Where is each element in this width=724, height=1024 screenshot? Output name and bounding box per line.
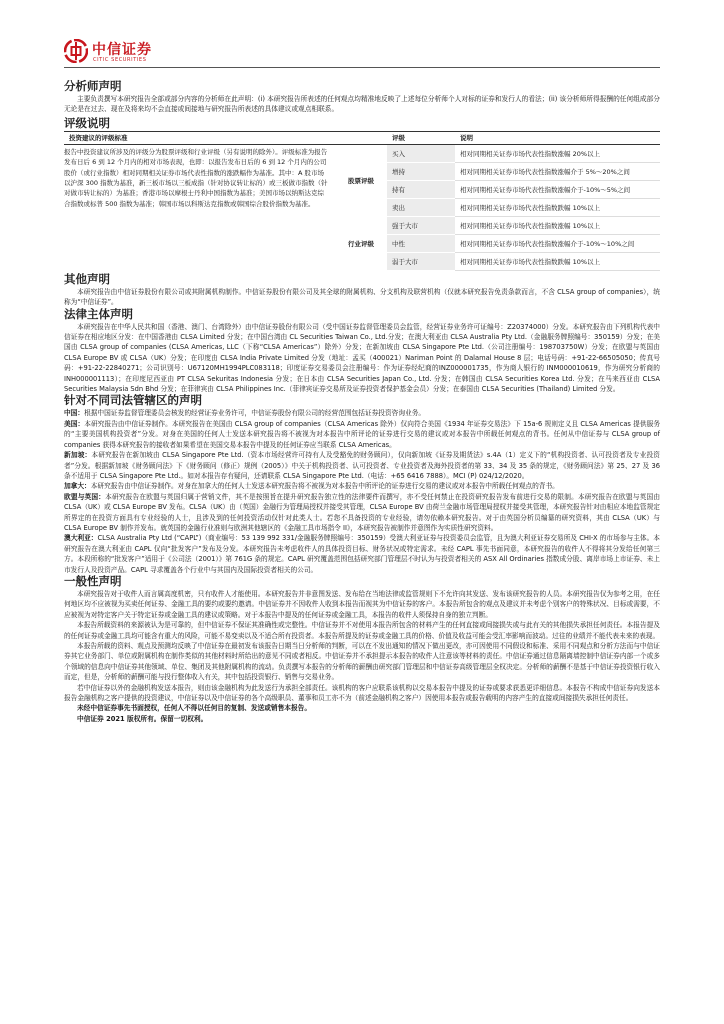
logo-text-en: CITIC SECURITIES <box>93 57 147 63</box>
legal-text: 本研究报告在中华人民共和国（香港、澳门、台湾除外）由中信证券股份有限公司（受中国证券监督管理委员会监管，经营证券业务许可证编号：Z20374000）分发。本研究报告由下列机构代表中信证券在相应地区分发：在中国香港由 CLSA Limited 分发；在中国台湾由 CL Securities Taiwan Co., Ltd.分发；在澳大利亚由 CLSA Australia Pty Ltd.（金融服务牌照编号：350159）分发；在美国由 CLSA group of companies (CLSA Americas, LLC（下称“CLSA Americas”）除外）分发；在新加坡由 CLSA Singapore Pte Ltd.（公司注册编号：198703750W）分发；在欧盟与英国由 CLSA Europe BV 或 CLSA（UK）分发；在印度由 CLSA India Private Limited 分发（地址：孟买（400021）Nariman Point 的 Dalamal House 8 层；电话号码：+91-22-66505050；传真号码：+91-22-22840271；公司识别号：U67120MH1994PLC083118；印度证券交易委员会注册编号：作为证券经纪商的INZ000001735，作为商人银行的 INM000010619，作为研究分析商的 INH000001113）；在印度尼西亚由 PT CLSA Sekuritas Indonesia 分发；在日本由 CLSA Securities Japan Co., Ltd. 分发；在韩国由 CLSA Securities Korea Ltd. 分发；在马来西亚由 CLSA Securities Malaysia Sdn Bhd 分发；在菲律宾由 CLSA Philippines Inc.（菲律宾证券交易所及证券投资者保护基金会员）分发；在泰国由 CLSA Securities (Thailand) Limited 分发。 <box>64 322 660 394</box>
rating-desc: 相对同期相关证券市场代表性指数涨幅介于-10%～5%之间 <box>455 180 660 198</box>
copyright-notice: 中信证券 2021 版权所有。保留一切权利。 <box>77 714 208 723</box>
page-header <box>64 38 660 68</box>
analyst-text: 主要负责撰写本研究报告全部或部分内容的分析师在此声明：(i) 本研究报告所表述的任何观点均精准地反映了上述每位分析师个人对标的证券和发行人的看法；(ii) 该分析师所得报酬的任何组成部分无论是在过去、现在及将来均不会直接或间接地与研究报告所表述的具体建议或观点相联系。 <box>64 95 660 114</box>
jurisdiction-australia: 澳大利亚：CLSA Australia Pty Ltd (“CAPL”)（商业编号：53 139 992 331/金融服务牌照编号：350159）受澳大利亚证券与投资委员会监管，且为澳大利亚证券交易所及 CHI-X 的市场参与主体。本研究报告在澳大利亚由 CAPL 仅向“批发客户”发布及分发。本研究报告未考虑收件人的具体投资目标、财务状况或特定需求。未经 CAPL 事先书面同意，本研究报告的收件人不得将其分发给任何第三方。本段所称的“批发客户”适用于《公司法（2001）》第 761G 条的规定。CAPL 研究覆盖范围包括研究部门管理层不时认为与投资者相关的 ASX All Ordinaries 指数成分股、离岸市场上市证券、未上市发行人及投资产品。CAPL 寻求覆盖各个行业中与其国内及国际投资者相关的公司。 <box>64 534 660 574</box>
rating-table-header <box>64 131 660 144</box>
general-para-2: 本报告所载资料的来源被认为是可靠的，但中信证券不保证其准确性或完整性。中信证券并不对使用本报告所包含的材料产生的任何直接或间接损失或与此有关的其他损失承担任何责任。本报告提及的任何证券或金融工具均可能含有重大的风险，可能不易变卖以及不适合所有投资者。本报告所提及的证券或金融工具的价格、价值及收益可能会受汇率影响而波动。过往的业绩并不能代表未来的表现。 <box>64 621 660 640</box>
rating-desc: 相对同期相关证券市场代表性指数涨幅 20%以上 <box>455 144 660 162</box>
col-rating: 评级 <box>387 131 455 144</box>
jurisdiction-canada: 加拿大：本研究报告由中信证券制作。对身在加拿大的任何人士发送本研究报告将不被视为对本报告中所评论的证券进行交易的建议或对本报告中所载任何观点的背书。 <box>64 482 559 491</box>
rating-name: 弱于大市 <box>387 252 455 270</box>
header-divider <box>64 67 660 68</box>
analyst-title: 分析师声明 <box>64 79 122 93</box>
rating-name: 增持 <box>387 162 455 180</box>
copy-restriction-notice: 未经中信证券事先书面授权，任何人不得以任何目的复制、发送或销售本报告。 <box>77 704 312 713</box>
table-row <box>64 144 660 162</box>
jurisdiction-eu-uk: 欧盟与英国：本研究报告在欧盟与英国归属于营销文件，其不是按照旨在提升研究报告独立性的法律要件而撰写，亦不受任何禁止在投资研究报告发布前进行交易的限制。本研究报告在欧盟与英国由 CLSA（UK）或 CLSA Europe BV 发布。CLSA（UK）由（英国）金融行为管理局授权并接受其管理，CLSA Europe BV 由荷兰金融市场管理局授权并接受其管理，本研究报告针对由相应本地监管规定所界定的在投资方面具有专业经验的人士，且涉及到的任何投资活动仅针对此类人士。若您不具备投资的专业经验，请勿依赖本研究报告。对于由英国分析员编纂的研究资料，其由 CLSA（UK）与 CLSA Europe BV 制作并发布。就英国的金融行业准则与欧洲其他辖区的《金融工具市场指令 II》，本研究报告被制作并意图作为实质性研究资料。 <box>64 492 661 532</box>
rating-name: 强于大市 <box>387 216 455 234</box>
rating-desc: 相对同期相关证券市场代表性指数跌幅 10%以上 <box>455 252 660 270</box>
citic-logo-icon <box>64 39 88 63</box>
jurisdiction-title: 针对不同司法管辖区的声明 <box>64 393 202 408</box>
jurisdiction-usa: 美国：本研究报告由中信证券制作。本研究报告在美国由 CLSA group of companies（CLSA Americas 除外）仅向符合美国《1934 年证券交易法》下 15a-6 规则定义且 CLSA Americas 提供服务的“主要美国机构投资者”分发。对身在美国的任何人士发送本研究报告将不被视为对本报告中所评论的证券进行交易的建议或对本报告中所载任何观点的背书。任何从中信证券与 CLSA group of companies 获得本研究报告的接收者如果希望在美国交易本报告中提及的任何证券应当联系 CLSA Americas。 <box>64 419 661 449</box>
rating-name: 卖出 <box>387 198 455 216</box>
disclaimer-content <box>64 80 660 724</box>
rating-name: 中性 <box>387 234 455 252</box>
rating-table <box>64 131 660 271</box>
logo-text-cn: 中信证券 <box>92 42 152 58</box>
other-title: 其他声明 <box>64 271 110 286</box>
industry-rating-label: 行业评级 <box>348 239 374 248</box>
general-para-1: 本研究报告对于收件人而言属高度机密，只有收件人才能使用。本研究报告并非意图发送、发布给在当地法律或监管规则下不允许向其发送、发布该研究报告的人员。本研究报告仅为参考之用，在任何地区均不应被视为买卖任何证券、金融工具的要约或要约邀请。中信证券并不因收件人收到本报告而视其为中信证券的客户。本报告所包含的观点及建议并未考虑个别客户的特殊状况、目标或需要，不应被视为对特定客户关于特定证券或金融工具的建议或策略。对于本报告中提及的任何证券或金融工具，本报告的收件人须保持自身的独立判断。 <box>64 589 660 619</box>
legal-title: 法律主体声明 <box>64 306 133 321</box>
rating-desc: 相对同期相关证券市场代表性指数涨幅介于 5%～20%之间 <box>455 162 660 180</box>
rating-title: 评级说明 <box>64 115 110 130</box>
col-criteria: 投资建议的评级标准 <box>64 131 387 144</box>
rating-desc: 相对同期相关证券市场代表性指数涨幅 10%以上 <box>455 216 660 234</box>
general-para-3: 本报告所载的资料、观点及预测均反映了中信证券在最初发布该报告日期当日分析师的判断，可以在不发出通知的情况下做出更改，亦可因使用不同假设和标准、采用不同观点和分析方法而与中信证券其它业务部门、单位或附属机构在制作类似的其他材料时所给出的意见不同或者相反。中信证券并不承担提示本报告的收件人注意该等材料的责任。中信证券通过信息隔离墙控制中信证券内部一个或多个领域的信息向中信证券其他领域、单位、集团及其他附属机构的流动。负责撰写本报告的分析师的薪酬由研究部门管理层和中信证券高级管理层全权决定。分析师的薪酬不是基于中信证券投资银行收入而定，但是，分析师的薪酬可能与投行整体收入有关，其中包括投资银行、销售与交易业务。 <box>64 642 660 682</box>
general-para-4: 若中信证券以外的金融机构发送本报告，则由该金融机构为此发送行为承担全部责任。该机构的客户应联系该机构以交易本报告中提及的证券或要求获悉更详细信息。本报告不构成中信证券向发送本报告金融机构之客户提供的投资建议，中信证券以及中信证券的各个高级职员、董事和员工亦不为（前述金融机构之客户）因使用本报告或报告载明的内容产生的直接或间接损失承担任何责任。 <box>64 683 660 703</box>
col-desc: 说明 <box>455 131 660 144</box>
rating-criteria-text: 报告中投资建议所涉及的评级分为股票评级和行业评级（另有说明的除外）。评级标准为报告发布日后 6 到 12 个月内的相对市场表现，也即：以报告发布日后的 6 到 12 个月内的公司股价（或行业指数）相对同期相关证券市场代表性指数的涨跌幅作为基准。其中：A 股市场以沪深 300 指数为基准，新三板市场以三板成指（针对协议转让标的）或三板做市指数（针对做市转让标的）为基准；香港市场以摩根士丹利中国指数为基准；美国市场以纳斯达克综合指数或标普 500 指数为基准；韩国市场以科斯达克指数或韩国综合股价指数为基准。 <box>64 147 328 208</box>
rating-desc: 相对同期相关证券市场代表性指数涨幅介于-10%～10%之间 <box>455 234 660 252</box>
other-text: 本研究报告由中信证券股份有限公司或其附属机构制作。中信证券股份有限公司及其全球的附属机构、分支机构及联营机构（仅就本研究报告免责条款而言，不含 CLSA group of companies），统称为“中信证券”。 <box>64 287 660 307</box>
jurisdiction-china: 中国：根据中国证券监督管理委员会核发的经营证券业务许可，中信证券股份有限公司的经营范围包括证券投资咨询业务。 <box>64 409 426 418</box>
rating-desc: 相对同期相关证券市场代表性指数跌幅 10%以上 <box>455 198 660 216</box>
rating-name: 买入 <box>387 144 455 162</box>
stock-rating-label: 股票评级 <box>348 177 374 186</box>
general-title: 一般性声明 <box>64 573 122 588</box>
rating-name: 持有 <box>387 180 455 198</box>
jurisdiction-singapore: 新加坡：本研究报告在新加坡由 CLSA Singapore Pte Ltd.（资本市场经营许可持有人及受豁免的财务顾问），仅向新加坡《证券及期货法》s.4A（1）定义下的“机构投资者、认可投资者及专业投资者”分发。根据新加坡《财务顾问法》下《财务顾问（修正）规例（2005）》中关于机构投资者、认可投资者、专业投资者及海外投资者的第 33、34 及 35 条的规定，《财务顾问法》第 25、27 及 36 条不适用于 CLSA Singapore Pte Ltd.。如对本报告存有疑问，还请联系 CLSA Singapore Pte Ltd.（电话：+65 6416 7888）。MCI (P) 024/12/2020。 <box>64 451 660 480</box>
